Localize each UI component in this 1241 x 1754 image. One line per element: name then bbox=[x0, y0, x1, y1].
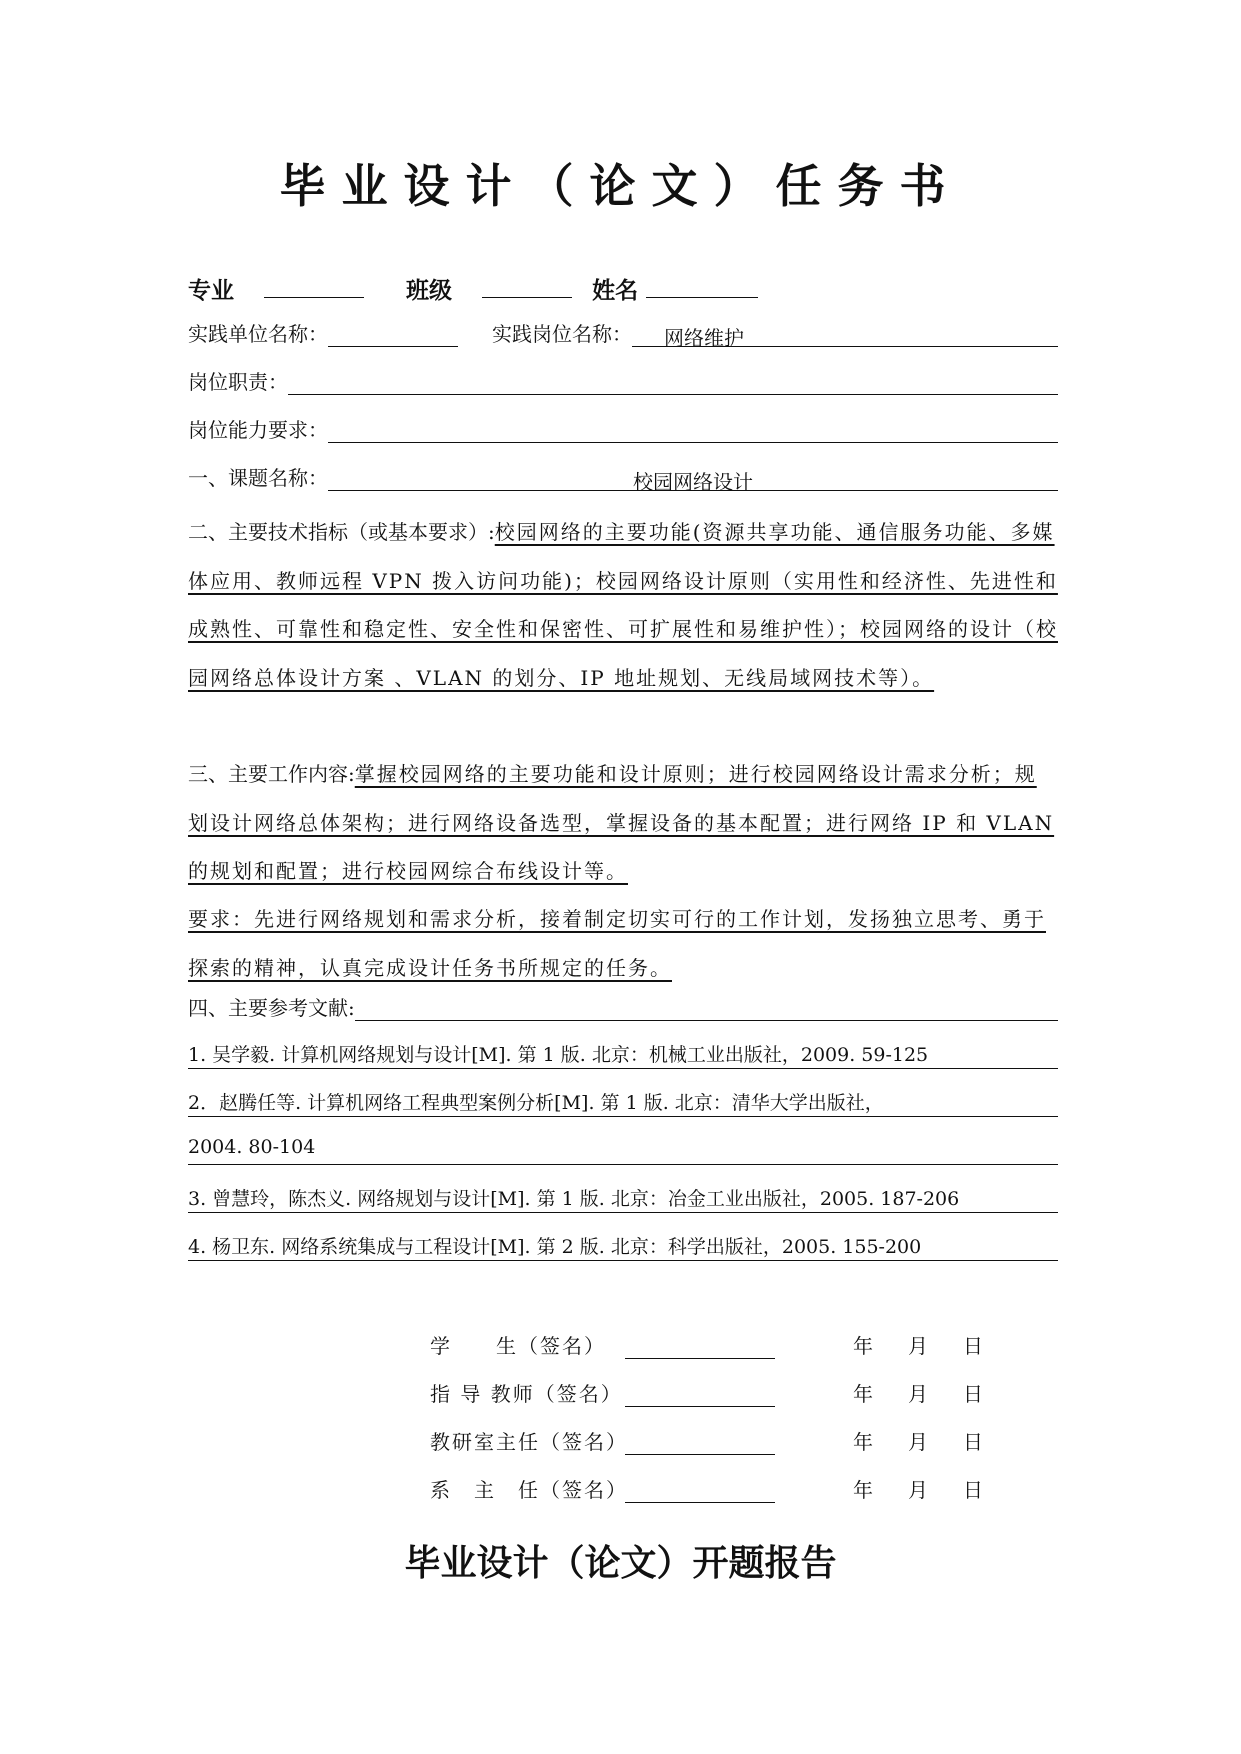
work-label: 三、主要工作内容: bbox=[188, 762, 355, 786]
practice-unit-field[interactable] bbox=[328, 322, 458, 347]
signature-role: 系 主 任（签名） bbox=[430, 1478, 628, 1502]
reference-item: 4. 杨卫东. 网络系统集成与工程设计[M]. 第 2 版. 北京：科学出版社，2005. 155-200 bbox=[188, 1232, 1058, 1261]
signature-field[interactable] bbox=[625, 1334, 775, 1359]
class-field[interactable] bbox=[482, 275, 572, 298]
next-section-title: 毕业设计（论文）开题报告 bbox=[404, 1543, 837, 1584]
requirement-section bbox=[188, 895, 1058, 992]
duty-label: 岗位职责： bbox=[188, 370, 288, 394]
signature-row-student bbox=[430, 1330, 1018, 1359]
signature-row-director bbox=[430, 1426, 1018, 1455]
day-label: 日 bbox=[963, 1430, 983, 1454]
requirement-text: 要求：先进行网络规划和需求分析，接着制定切实可行的工作计划，发扬独立思考、勇于探索的精神，认真完成设计任务书所规定的任务。 bbox=[188, 907, 1046, 980]
reference-item: 2004. 80-104 bbox=[188, 1136, 1058, 1165]
name-label: 姓名 bbox=[592, 278, 639, 304]
month-label: 月 bbox=[908, 1478, 928, 1502]
duty-row bbox=[188, 366, 1058, 395]
reference-item: 2．赵腾任等. 计算机网络工程典型案例分析[M]. 第 1 版. 北京：清华大学出版社， bbox=[188, 1088, 1058, 1117]
major-field[interactable] bbox=[264, 275, 364, 298]
ability-field[interactable] bbox=[328, 418, 1058, 443]
practice-row bbox=[188, 318, 1058, 350]
work-section bbox=[188, 750, 1058, 896]
signature-row-dean bbox=[430, 1474, 1018, 1503]
tech-label: 二、主要技术指标（或基本要求）: bbox=[188, 520, 495, 544]
month-label: 月 bbox=[908, 1382, 928, 1406]
name-field[interactable] bbox=[646, 275, 758, 298]
ability-row bbox=[188, 414, 1058, 443]
duty-field[interactable] bbox=[288, 370, 1058, 395]
signature-role: 教研室主任（签名） bbox=[430, 1430, 628, 1454]
practice-unit-label: 实践单位名称： bbox=[188, 322, 328, 346]
work-value: 掌握校园网络的主要功能和设计原则；进行校园网络设计需求分析；规划设计网络总体架构；进行网络设备选型，掌握设备的基本配置；进行网络 IP 和 VLAN 的规划和配置；进行校园网综合布线设计等。 bbox=[188, 762, 1055, 883]
signature-date bbox=[853, 1330, 1018, 1359]
month-label: 月 bbox=[908, 1334, 928, 1358]
signature-field[interactable] bbox=[625, 1430, 775, 1455]
signature-row-advisor bbox=[430, 1378, 1018, 1407]
tech-section bbox=[188, 508, 1058, 702]
year-label: 年 bbox=[853, 1478, 873, 1502]
refs-field bbox=[355, 996, 1058, 1021]
year-label: 年 bbox=[853, 1382, 873, 1406]
major-label: 专业 bbox=[188, 278, 234, 304]
signature-role: 指 导 教师（签名） bbox=[430, 1382, 623, 1406]
topic-label: 一、课题名称： bbox=[188, 466, 328, 490]
year-label: 年 bbox=[853, 1430, 873, 1454]
day-label: 日 bbox=[963, 1382, 983, 1406]
refs-label: 四、主要参考文献: bbox=[188, 996, 355, 1020]
signature-field[interactable] bbox=[625, 1382, 775, 1407]
day-label: 日 bbox=[963, 1478, 983, 1502]
document-title: 毕业设计（论文）任务书 bbox=[279, 159, 962, 213]
ability-label: 岗位能力要求： bbox=[188, 418, 328, 442]
signature-role: 学 生（签名） bbox=[430, 1334, 606, 1358]
day-label: 日 bbox=[963, 1334, 983, 1358]
year-label: 年 bbox=[853, 1334, 873, 1358]
tech-value: 校园网络的主要功能(资源共享功能、通信服务功能、多媒体应用、教师远程 VPN 拨入访问功能)；校园网络设计原则（实用性和经济性、先进性和成熟性、可靠性和稳定性、安全性和保密性、可扩展性和易维护性）；校园网络的设计（校园网络总体设计方案 、VLAN 的划分、IP 地址规划、无线局域网技术等）。 bbox=[188, 520, 1058, 690]
practice-post-label: 实践岗位名称： bbox=[492, 322, 632, 346]
signature-date bbox=[853, 1474, 1018, 1503]
month-label: 月 bbox=[908, 1430, 928, 1454]
topic-field[interactable]: 校园网络设计 bbox=[328, 466, 1058, 491]
signature-date bbox=[853, 1426, 1018, 1455]
refs-row bbox=[188, 992, 1058, 1021]
class-label: 班级 bbox=[406, 278, 453, 304]
topic-row bbox=[188, 462, 1058, 494]
student-header-row bbox=[188, 272, 758, 305]
practice-post-field[interactable]: 网络维护 bbox=[632, 322, 1058, 347]
signature-date bbox=[853, 1378, 1018, 1407]
reference-item: 3. 曾慧玲，陈杰义. 网络规划与设计[M]. 第 1 版. 北京：冶金工业出版社，2005. 187-206 bbox=[188, 1184, 1058, 1213]
signature-field[interactable] bbox=[625, 1478, 775, 1503]
reference-item: 1. 吴学毅. 计算机网络规划与设计[M]. 第 1 版. 北京：机械工业出版社，2009. 59-125 bbox=[188, 1040, 1058, 1069]
